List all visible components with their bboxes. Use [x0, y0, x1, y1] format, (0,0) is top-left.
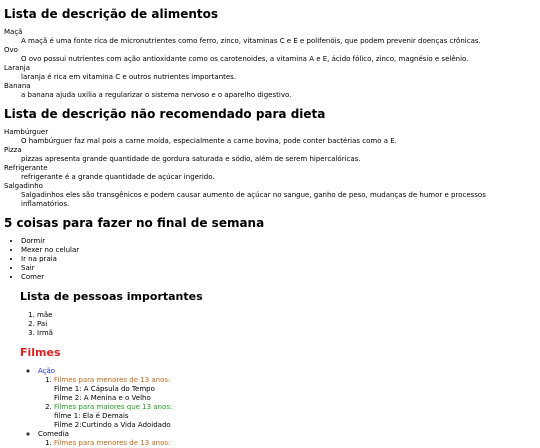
weekend-list [4, 237, 536, 282]
list-item: • Ir na praia [21, 255, 536, 264]
food-term: Maçã [4, 28, 23, 36]
food-term: Salgadinho [4, 182, 43, 190]
food-desc: laranja é rica em vitamina C e outros nutrientes importantes. [21, 73, 237, 81]
not-recommended-list [4, 128, 536, 209]
food-desc: O hambúrguer faz mal pois a carne moída, especialmente a carne bovina, pode conter bactérias como a E. [21, 137, 397, 145]
age-group-label: Filmes para menores de 13 anos: [54, 376, 171, 384]
weekend-list-title: 5 coisas para fazer no final de semana [4, 216, 265, 230]
age-group-label: Filmes para menores de 13 anos: [54, 439, 171, 447]
age-group-list [38, 376, 536, 430]
people-list-title: Lista de pessoas importantes [20, 290, 203, 303]
food-term: Laranja [4, 64, 31, 72]
movies-title: Filmes [20, 346, 61, 359]
movies-genre-list [21, 367, 536, 448]
film-title: Filme 1: A Cápsula do Tempo [54, 385, 155, 393]
food-desc: O ovo possui nutrientes com ação antioxidante como os carotenoides, a vitamina A e E, ácido fólico, zinco, magnésio e selênio. [21, 55, 469, 63]
food-term: Banana [4, 82, 31, 90]
list-item: • Comer [21, 273, 536, 282]
genre-item [38, 367, 536, 430]
list-item: • Sair [21, 264, 536, 273]
food-list-title: Lista de descrição de alimentos [4, 7, 219, 21]
age-group-item [54, 376, 536, 403]
film-title: filme 1: Ela é Demais [54, 412, 129, 420]
list-item: • Dormir [21, 237, 536, 246]
food-desc: A maçã é uma fonte rica de micronutrientes como ferro, zinco, vitaminas C e E e polifenóis, que podem prevenir doenças crônicas. [21, 37, 481, 45]
food-term: Pizza [4, 146, 22, 154]
food-desc: pizzas apresenta grande quantidade de gordura saturada e sódio, além de serem hipercalóricas. [21, 155, 361, 163]
genre-item [38, 430, 536, 448]
list-item: 3. Irmã [37, 329, 536, 338]
age-group-item [54, 403, 536, 430]
food-desc: refrigerante é a grande quantidade de açúcar ingerido. [21, 173, 215, 181]
not-recommended-title: Lista de descrição não recomendado para dieta [4, 107, 326, 121]
list-item: 1. mãe [37, 311, 536, 320]
food-desc: Salgadinhos eles são transgênicos e podem causar aumento de açúcar no sangue, ganho de peso, mudanças de humor e processos inflamatórios. [21, 191, 486, 208]
food-description-list [4, 28, 536, 100]
food-term: Ovo [4, 46, 18, 54]
page-content [0, 7, 540, 448]
age-group-item [54, 439, 536, 448]
list-item: • Mexer no celular [21, 246, 536, 255]
age-group-list [38, 439, 536, 448]
food-term: Hambúrguer [4, 128, 49, 136]
film-title: Filme 2: A Menina e o Velho [54, 394, 151, 402]
genre-label: Comedia [38, 430, 69, 438]
people-list [21, 311, 536, 338]
film-title: Filme 2:Curtindo a Vida Adoidado [54, 421, 171, 429]
genre-label: Ação [38, 367, 56, 375]
list-item: 2. Pai [37, 320, 536, 329]
food-desc: a banana ajuda uxilia a regularizar o sistema nervoso e o aparelho digestivo. [21, 91, 292, 99]
age-group-label: Filmes para maiores que 13 anos: [54, 403, 173, 411]
food-term: Refrigerante [4, 164, 48, 172]
